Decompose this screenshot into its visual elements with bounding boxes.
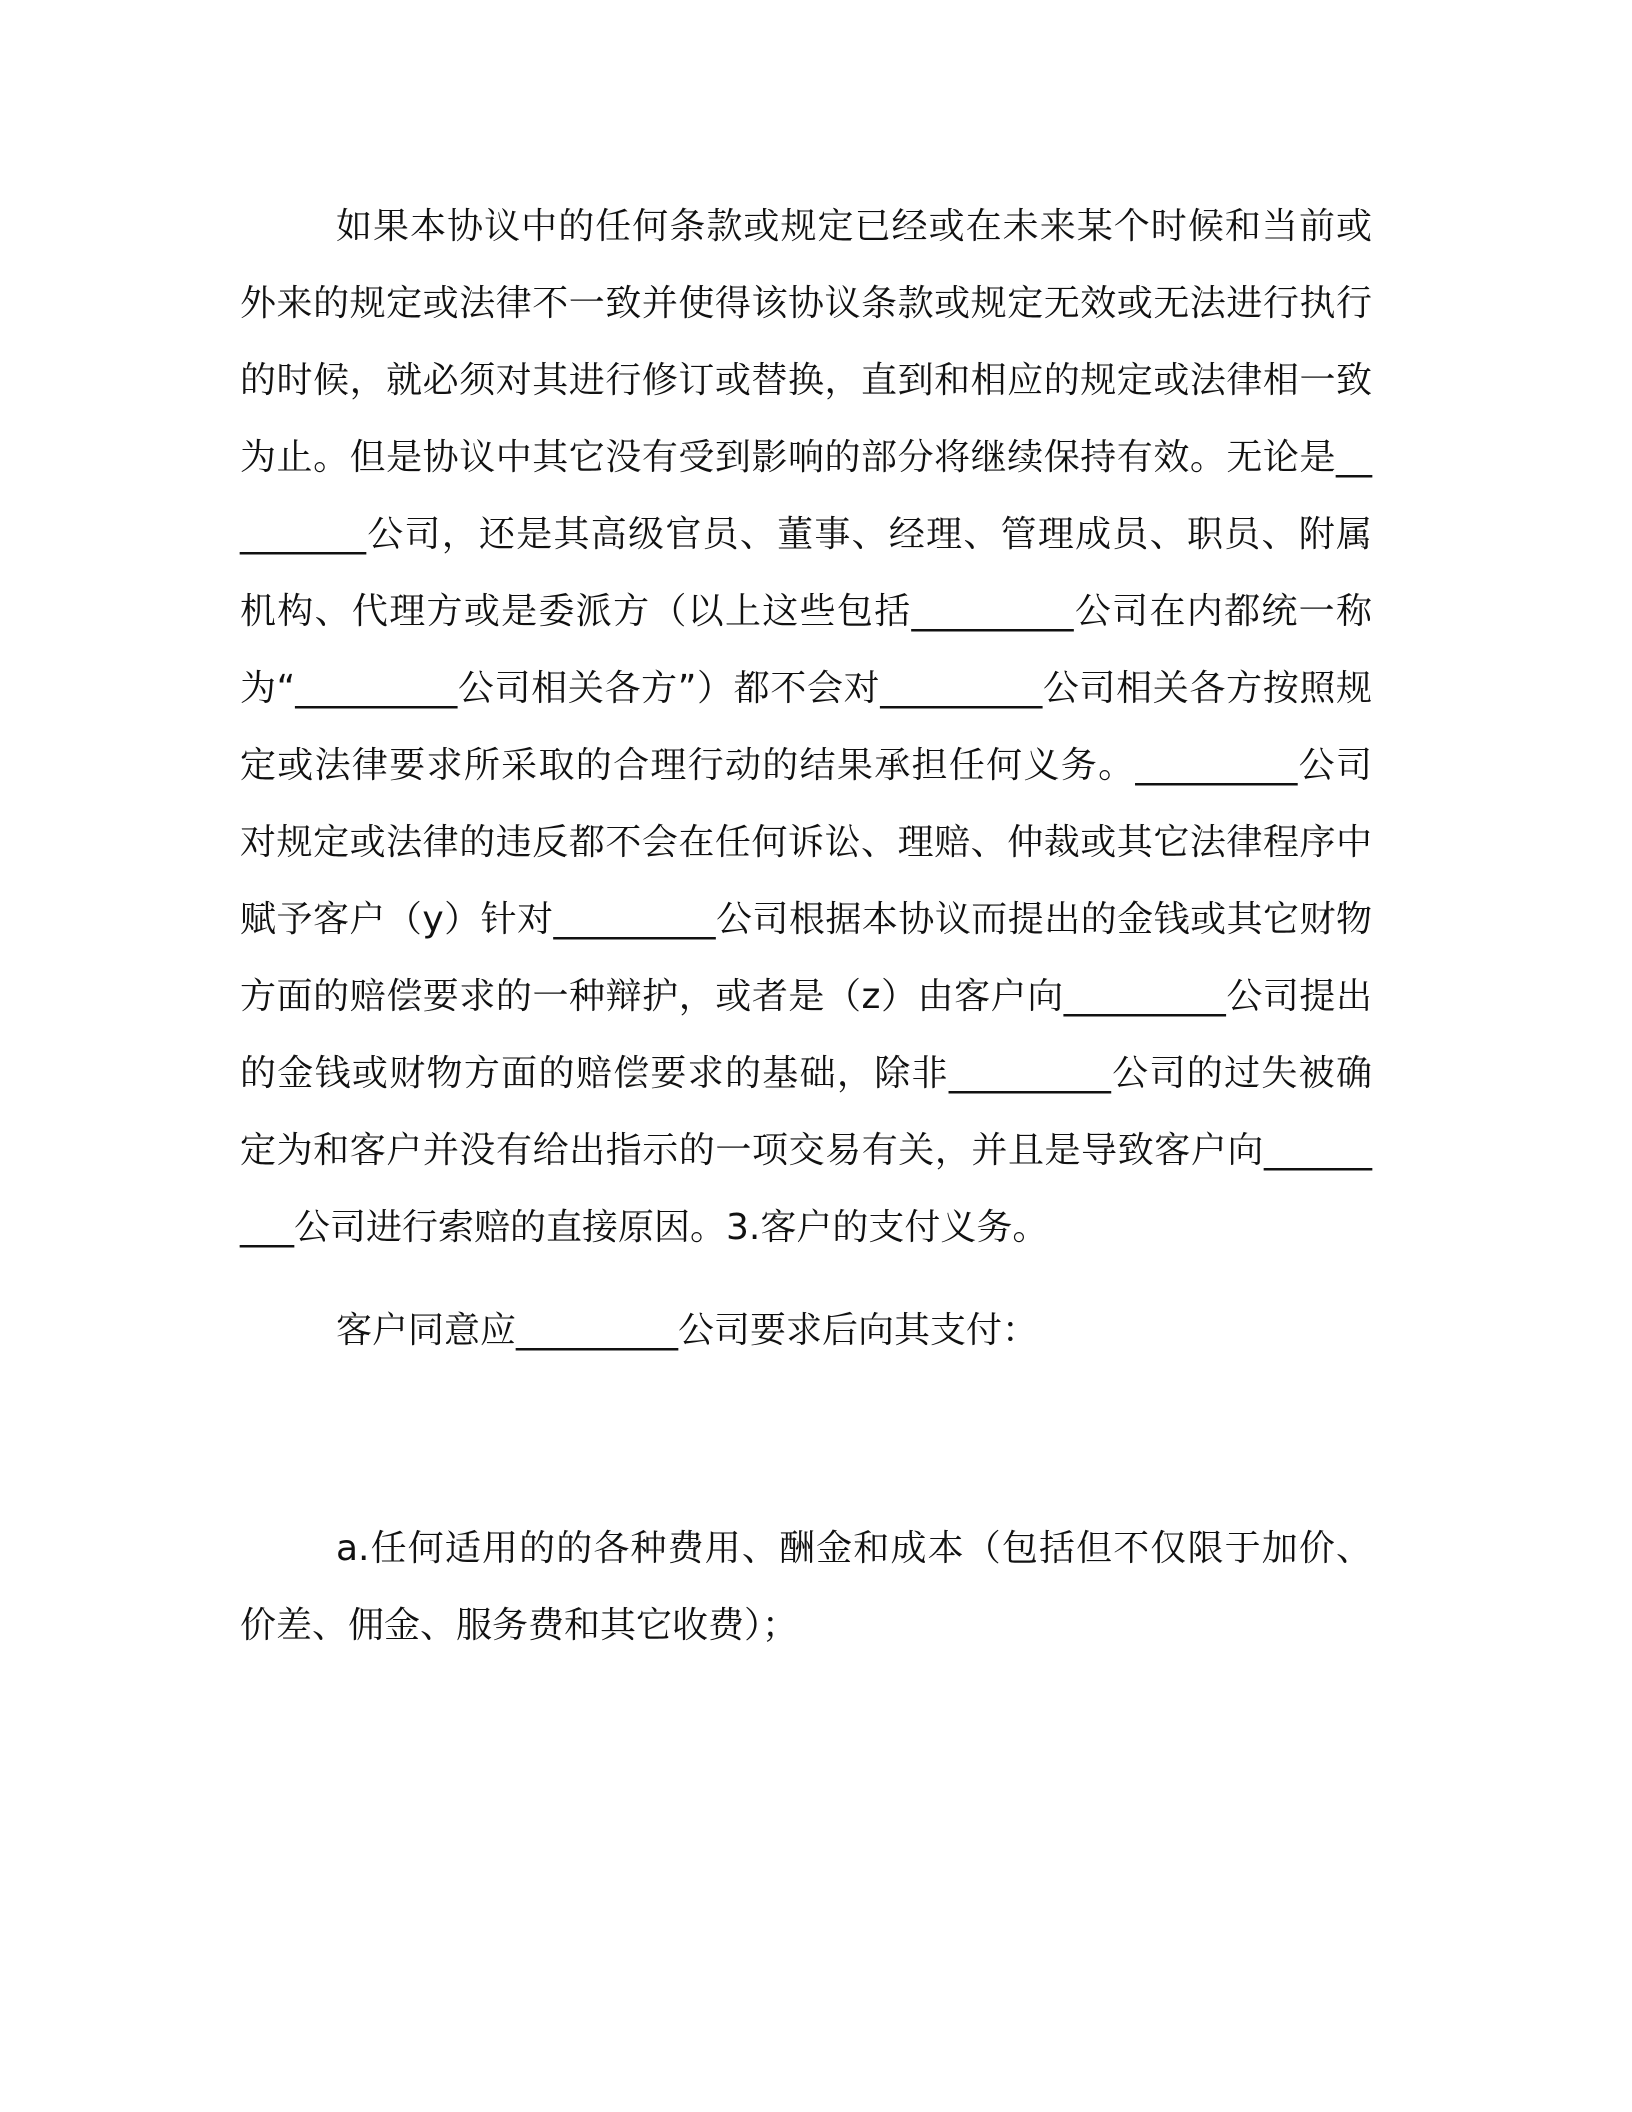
paragraph-severability-clause: 如果本协议中的任何条款或规定已经或在未来某个时候和当前或外来的规定或法律不一致并使得该协议条款或规定无效或无法进行执行的时候，就必须对其进行修订或替换，直到和相应的规定或法律相一致为止。但是协议中其它没有受到影响的部分将继续保持有效。无论是_________公司，还是其高级官员、董事、经理、管理成员、职员、附属机构、代理方或是委派方（以上这些包括_________公司在内都统一称为“_________公司相关各方”）都不会对_________公司相关各方按照规定或法律要求所采取的合理行动的结果承担任何义务。_________公司对规定或法律的违反都不会在任何诉讼、理赔、仲裁或其它法律程序中赋予客户（y）针对_________公司根据本协议而提出的金钱或其它财物方面的赔偿要求的一种辩护，或者是（z）由客户向_________公司提出的金钱或财物方面的赔偿要求的基础，除非_________公司的过失被确定为和客户并没有给出指示的一项交易有关，并且是导致客户向_________公司进行索赔的直接原因。3.客户的支付义务。 bbox=[240, 206, 1372, 1248]
paragraph-client-payment-agreement: 客户同意应_________公司要求后向其支付： bbox=[336, 1310, 1039, 1351]
paragraph-fees-item-a: a.任何适用的的各种费用、酬金和成本（包括但不仅限于加价、价差、佣金、服务费和其它收费）； bbox=[240, 1528, 1372, 1646]
document-body bbox=[240, 188, 1372, 1664]
